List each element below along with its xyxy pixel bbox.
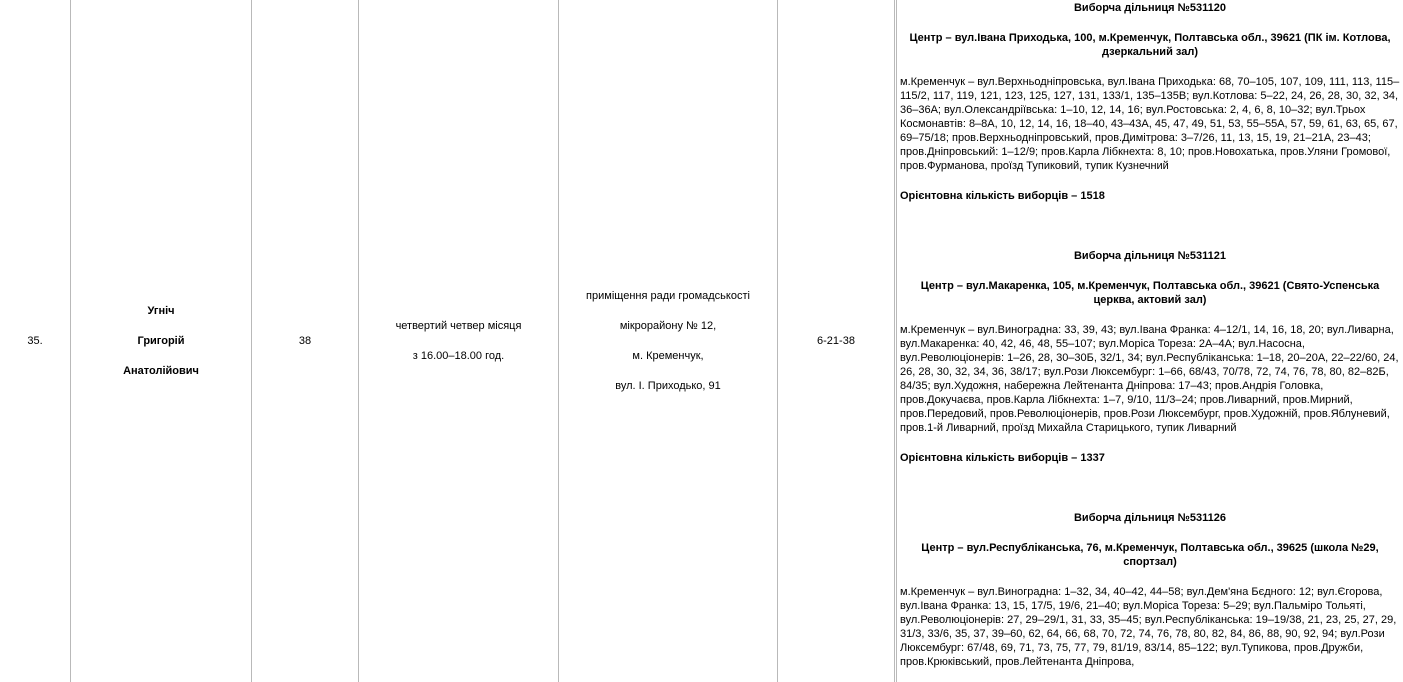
schedule-day: четвертий четвер місяця [395,320,522,332]
precinct-center: Центр – вул.Республіканська, 76, м.Кременчук, Полтавська обл., 39625 (школа №29, спортзал) [921,542,1379,568]
location-cell [559,0,777,682]
deputy-surname: Угніч [147,305,175,317]
deputy-name-cell [71,0,251,682]
location-line: м. Кременчук, [632,350,704,362]
location-line: вул. І. Приходько, 91 [615,380,721,392]
precinct-streets: м.Кременчук – вул.Виноградна: 1–32, 34, 40–42, 44–58; вул.Дем'яна Бєдного: 12; вул.Єгорова, вул.Івана Франка: 13, 15, 17/5, 19/6, 21–40; вул.Моріса Тореза: 5–29; вул.Пальміро Тольяті, вул.Революціонерів: 27, 29–29/1, 31, 33, 35–45; вул.Республіканська: 19–19/38, 21, 23, 25, 27, 29, 31/3, 33/6, 35, 37, 39–60, 62, 64, 66, 68, 70, 72, 74, 76, 78, 80, 82, 84, 86, 88, 90, 92, 94; вул.Рози Люксембург: 67/48, 69, 71, 73, 75, 77, 79, 81/19, 83/14, 85–122; вул.Тупикова, пров.Дружби, пров.Крюківський, пров.Лейтенанта Дніпрова, [900,586,1397,668]
precinct-center: Центр – вул.Макаренка, 105, м.Кременчук, Полтавська обл., 39621 (Свято-Успенська церква, актовий зал) [920,280,1380,306]
column-border [894,0,897,682]
district-cell [252,0,358,682]
deputy-patronymic: Анатолійович [123,365,199,377]
precinct-block [900,0,1400,203]
schedule-time: з 16.00–18.00 год. [412,350,505,362]
deputy-name [123,296,199,386]
precinct-title: Виборча дільниця №531120 [1073,2,1227,14]
reception-schedule [396,311,522,371]
schedule-cell [359,0,558,682]
precinct-streets: м.Кременчук – вул.Верхньодніпровська, вул.Івана Приходька: 68, 70–105, 107, 109, 111, 113, 115–115/2, 117, 119, 121, 123, 125, 127, 131, 133/1, 135–135В; вул.Котлова: 5–22, 24, 26, 28, 30, 32, 34, 36–36А; вул.Олександріївська: 1–10, 12, 14, 16; вул.Ростовська: 2, 4, 6, 8, 10–32; вул.Трьох Космонавтів: 8–8А, 10, 12, 14, 16, 18–40, 43–43А, 45, 47, 49, 51, 53, 55–55А, 57, 59, 61, 63, 65, 67, 69–75/18; пров.Верхньодніпровський, пров.Димітрова: 3–7/26, 11, 13, 15, 19, 21–21А, 23–43; пров.Дніпровський: 1–12/9; пров.Карла Лібкнехта: 8, 10; пров.Новохатька, пров.Уляни Громової, пров.Фурманова, проїзд Тупиковий, тупик Кузнечний [900,76,1400,172]
precinct-title: Виборча дільниця №531126 [1073,512,1227,524]
district-number: 38 [298,335,312,347]
deputy-first-name: Григорій [137,335,185,347]
reception-location [586,281,750,401]
phone-cell [778,0,894,682]
precinct-block [900,249,1400,465]
phone-number: 6-21-38 [817,335,855,347]
precinct-center: Центр – вул.Івана Приходька, 100, м.Кременчук, Полтавська обл., 39621 (ПК ім. Котлова, дзеркальний зал) [909,32,1391,58]
row-number-cell [0,0,70,682]
location-line: приміщення ради громадськості [586,290,750,302]
location-line: мікрорайону № 12, [619,320,717,332]
precinct-title: Виборча дільниця №531121 [1073,250,1227,262]
precinct-block [900,511,1400,669]
voter-count: Орієнтовна кількість виборців – 1337 [900,452,1105,464]
precincts-list [900,0,1400,669]
voter-count: Орієнтовна кількість виборців – 1518 [900,190,1105,202]
precinct-streets: м.Кременчук – вул.Виноградна: 33, 39, 43; вул.Івана Франка: 4–12/1, 14, 16, 18, 20; вул.Ливарна, вул.Макаренка: 40, 42, 46, 48, 55–107; вул.Моріса Тореза: 2А–4А; вул.Насосна, вул.Революціонерів: 1–26, 28, 30–30Б, 32/1, 34; вул.Республіканська: 1–18, 20–20А, 22–22/60, 24, 26, 28, 30, 32, 34, 36, 38/17; вул.Рози Люксембург: 1–66, 68/43, 70/78, 72, 74, 76, 78, 80, 82–82Б, 84/35; вул.Художня, набережна Лейтенанта Дніпрова: 17–43; пров.Андрія Головка, пров.Докучаєва, пров.Карла Лібкнехта: 1–7, 9/10, 11/3–24; пров.Ливарний, пров.Мирний, пров.Передовий, пров.Революціонерів, пров.Рози Люксембург, пров.Художній, пров.Яблуневий, пров.1-й Ливарний, проїзд Михайла Старицького, тупик Ливарний [900,324,1399,434]
row-number: 35. [27,335,43,347]
